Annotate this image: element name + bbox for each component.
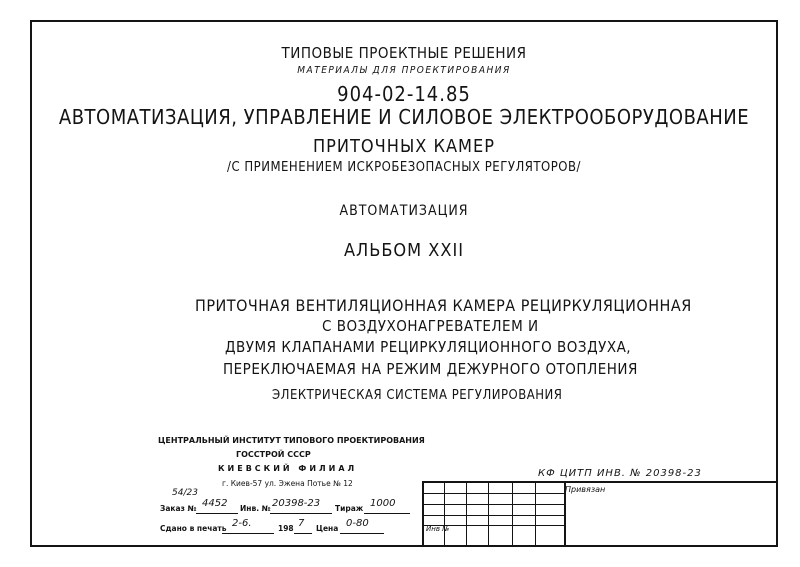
branch-address: г. Киев-57 ул. Эжена Потье № 12 [222, 479, 353, 488]
print-label: Сдано в печать [160, 524, 227, 533]
institute-name: ЦЕНТРАЛЬНЫЙ ИНСТИТУТ ТИПОВОГО ПРОЕКТИРОВАНИЯ [158, 436, 425, 445]
description-line1: ПРИТОЧНАЯ ВЕНТИЛЯЦИОННАЯ КАМЕРА РЕЦИРКУЛЯЦИОННАЯ [195, 296, 692, 315]
print-underline [222, 533, 274, 534]
stamp-inv-no-label: Инв № [426, 525, 450, 533]
run-value: 1000 [370, 498, 396, 509]
inv-value: 20398-23 [272, 498, 321, 509]
privyazan-label: Привязан [565, 485, 606, 494]
stamp-row-line [424, 504, 564, 505]
inv-underline [270, 513, 332, 514]
inv-label: Инв. № [240, 504, 271, 513]
album-number: АЛЬБОМ XXII [343, 240, 465, 261]
description-line4: ПЕРЕКЛЮЧАЕМАЯ НА РЕЖИМ ДЕЖУРНОГО ОТОПЛЕНИЯ [223, 360, 638, 378]
standard-designs-heading: ТИПОВЫЕ ПРОЕКТНЫЕ РЕШЕНИЯ [281, 44, 527, 62]
year-label: 198 [278, 524, 294, 533]
year-underline [294, 533, 312, 534]
description-line2: С ВОЗДУХОНАГРЕВАТЕЛЕМ И [322, 317, 539, 335]
stamp-row-line [424, 493, 564, 494]
description-subtitle: ЭЛЕКТРИЧЕСКАЯ СИСТЕМА РЕГУЛИРОВАНИЯ [272, 388, 563, 403]
order-underline [196, 513, 238, 514]
section-title: АВТОМАТИЗАЦИЯ [339, 203, 469, 219]
price-label: Цена [316, 524, 339, 533]
order-label: Заказ № [160, 504, 197, 513]
design-materials-subheading: МАТЕРИАЛЫ ДЛЯ ПРОЕКТИРОВАНИЯ [297, 65, 511, 76]
year-value: 7 [298, 518, 305, 529]
branch-name: КИЕВСКИЙ ФИЛИАЛ [218, 464, 358, 473]
stamp-row-line [424, 515, 564, 516]
run-label: Тираж [335, 504, 364, 513]
description-line3: ДВУМЯ КЛАПАНАМИ РЕЦИРКУЛЯЦИОННОГО ВОЗДУХА, [225, 338, 632, 356]
price-value: 0-80 [346, 518, 369, 529]
document-code: 904-02-14.85 [337, 82, 471, 106]
order-value: 4452 [202, 498, 228, 509]
document-title: АВТОМАТИЗАЦИЯ, УПРАВЛЕНИЕ И СИЛОВОЕ ЭЛЕКТРООБОРУДОВАНИЕ [58, 105, 750, 129]
price-underline [340, 533, 384, 534]
stamp-inventory-line: КФ ЦИТП ИНВ. № 20398-23 [538, 468, 702, 479]
document-title-note: /С ПРИМЕНЕНИЕМ ИСКРОБЕЗОПАСНЫХ РЕГУЛЯТОРОВ/ [227, 160, 581, 175]
order-note: 54/23 [172, 488, 198, 498]
document-title-line2: ПРИТОЧНЫХ КАМЕР [312, 136, 496, 157]
print-value: 2-6. [232, 518, 252, 529]
gosstroy-name: ГОССТРОЙ СССР [236, 450, 311, 459]
run-underline [364, 513, 410, 514]
